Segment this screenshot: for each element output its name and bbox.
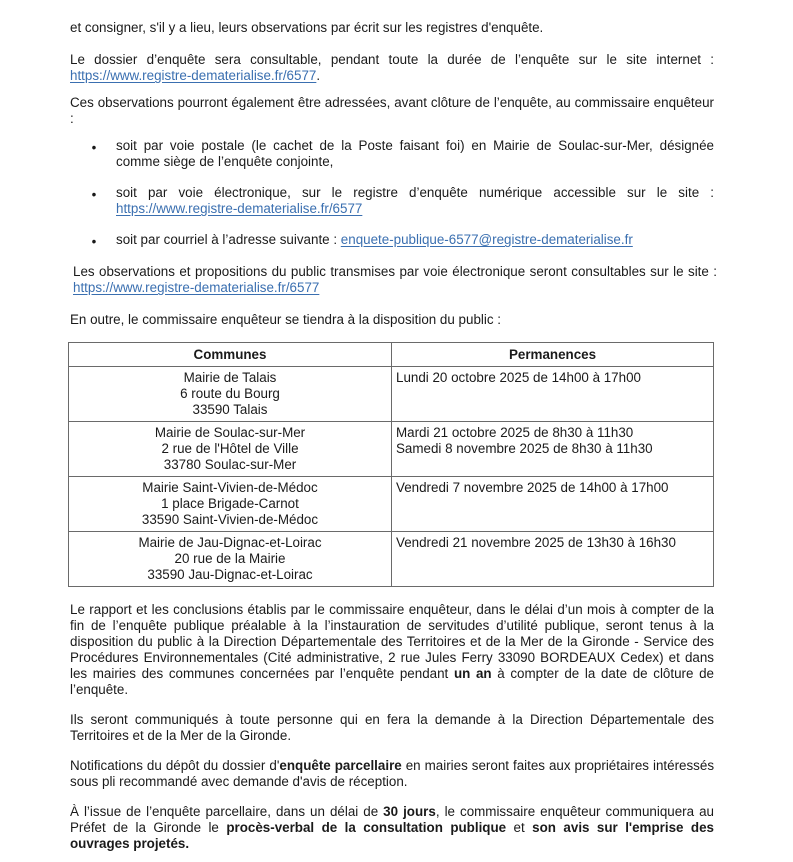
paragraph-observations-consultables: Les observations et propositions du public transmises par voie électronique seront consultables sur le site : https://www.registre-dematerialise.fr/6577 xyxy=(73,264,717,295)
bullet-icon: • xyxy=(91,234,97,249)
permanence-cell: Vendredi 21 novembre 2025 de 13h30 à 16h30 xyxy=(392,532,714,587)
commune-cell: Mairie de Jau-Dignac-et-Loirac 20 rue de la Mairie 33590 Jau-Dignac-et-Loirac xyxy=(69,532,392,587)
permanence-cell: Vendredi 7 novembre 2025 de 14h00 à 17h00 xyxy=(392,477,714,532)
paragraph-rapport-conclusions: Le rapport et les conclusions établis par le commissaire enquêteur, dans le délai d’un mois à compter de la fin de l’enquête publique préalable à la l’instauration de servitudes d’utilité publique, seront tenus à la disposition du public à la Direction Départementale des Territoires et de la Mer de la Gironde - Service des Procédures Environnementales (Cité administrative, 2 rue Jules Ferry 33090 BORDEAUX Cedex) et dans les mairies des communes concernées par l’enquête pendant un an à compter de la date de clôture de l’enquête. xyxy=(70,602,714,697)
paragraph-text: Le dossier d’enquête sera consultable, pendant toute la durée de l’enquête sur le site internet : xyxy=(70,52,714,67)
registre-link[interactable]: https://www.registre-dematerialise.fr/6577 xyxy=(73,280,320,295)
table-row xyxy=(69,422,714,477)
paragraph-dossier-consultable: Le dossier d’enquête sera consultable, pendant toute la durée de l’enquête sur le site internet : https://www.registre-dematerialise.fr/6577. xyxy=(70,52,714,83)
paragraph-observations-adressees: Ces observations pourront également être adressées, avant clôture de l’enquête, au commissaire enquêteur : xyxy=(70,95,714,126)
permanences-table xyxy=(68,342,714,587)
commune-cell: Mairie de Soulac-sur-Mer 2 rue de l'Hôtel de Ville 33780 Soulac-sur-Mer xyxy=(69,422,392,477)
commune-cell: Mairie de Talais 6 route du Bourg 33590 Talais xyxy=(69,367,392,422)
email-link[interactable]: enquete-publique-6577@registre-dematerialise.fr xyxy=(340,232,633,247)
column-header-permanences: Permanences xyxy=(392,343,714,367)
registre-link[interactable]: https://www.registre-dematerialise.fr/6577 xyxy=(116,201,363,216)
emphasis-enquete-parcellaire: enquête parcellaire xyxy=(279,758,402,773)
paragraph-en-outre: En outre, le commissaire enquêteur se tiendra à la disposition du public : xyxy=(70,312,501,327)
emphasis-30-jours: 30 jours xyxy=(383,804,436,819)
bullet-item-courriel: soit par courriel à l’adresse suivante : enquete-publique-6577@registre-dematerialise.fr xyxy=(116,232,633,247)
permanence-cell: Lundi 20 octobre 2025 de 14h00 à 17h00 xyxy=(392,367,714,422)
paragraph-communiques: Ils seront communiqués à toute personne qui en fera la demande à la Direction Départementale des Territoires et de la Mer de la Gironde. xyxy=(70,712,714,743)
table-header-row xyxy=(69,343,714,367)
column-header-communes: Communes xyxy=(69,343,392,367)
registre-link[interactable]: https://www.registre-dematerialise.fr/6577 xyxy=(70,68,317,83)
bullet-item-electronique: soit par voie électronique, sur le registre d’enquête numérique accessible sur le site : https://www.registre-dematerialise.fr/6577 xyxy=(116,185,714,216)
paragraph-issue-enquete: À l’issue de l’enquête parcellaire, dans un délai de 30 jours, le commissaire enquêteur communiquera au Préfet de la Gironde le procès-verbal de la consultation publique et son avis sur l'emprise des ouvrages projetés. xyxy=(70,804,714,851)
table-row xyxy=(69,477,714,532)
commune-cell: Mairie Saint-Vivien-de-Médoc 1 place Brigade-Carnot 33590 Saint-Vivien-de-Médoc xyxy=(69,477,392,532)
paragraph-notifications: Notifications du dépôt du dossier d'enquête parcellaire en mairies seront faites aux propriétaires intéressés sous pli recommandé avec demande d'avis de réception. xyxy=(70,758,715,789)
paragraph-consigner: et consigner, s'il y a lieu, leurs observations par écrit sur les registres d'enquête. xyxy=(70,20,544,35)
emphasis-avis-emprise: son avis sur l'emprise des ouvrages projetés. xyxy=(70,820,714,851)
permanence-cell: Mardi 21 octobre 2025 de 8h30 à 11h30 Samedi 8 novembre 2025 de 8h30 à 11h30 xyxy=(392,422,714,477)
bullet-icon: • xyxy=(91,140,97,155)
emphasis-un-an: un an xyxy=(453,666,492,681)
bullet-item-postale: soit par voie postale (le cachet de la Poste faisant foi) en Mairie de Soulac-sur-Mer, désignée comme siège de l’enquête conjointe, xyxy=(116,138,714,169)
bullet-icon: • xyxy=(91,187,97,202)
table-row xyxy=(69,532,714,587)
emphasis-proces-verbal: procès-verbal de la consultation publique xyxy=(226,820,507,835)
table-row xyxy=(69,367,714,422)
